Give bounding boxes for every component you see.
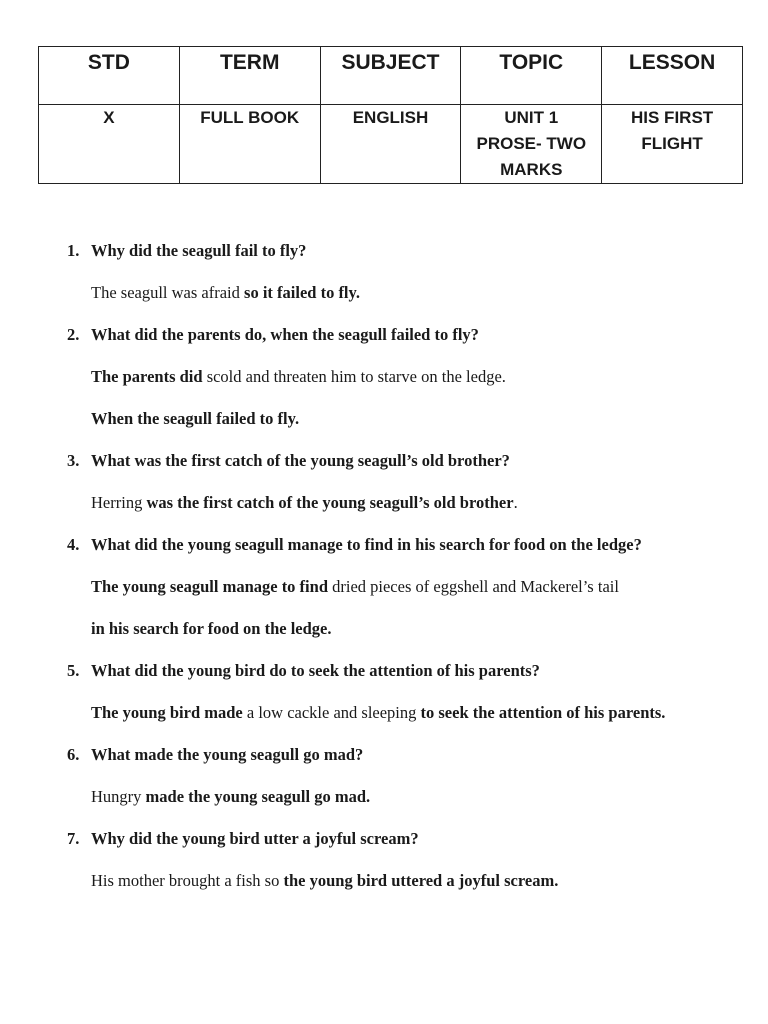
question-number: 7.	[67, 829, 80, 848]
question-row	[0, 236, 768, 278]
answer-text	[91, 572, 619, 602]
topic-value	[461, 105, 602, 184]
question-row	[0, 740, 768, 782]
answer-row	[0, 278, 768, 320]
answer-segment: to seek the attention of his parents.	[420, 703, 666, 722]
lesson-line: FLIGHT	[641, 134, 703, 153]
answer-row	[0, 866, 768, 908]
topic-line: MARKS	[500, 160, 563, 179]
term-value: FULL BOOK	[179, 105, 320, 184]
header-topic: TOPIC	[461, 47, 602, 105]
question-text: What did the young bird do to seek the attention of his parents?	[91, 661, 540, 680]
answer-row	[0, 362, 768, 404]
question-number: 1.	[67, 241, 80, 260]
answer-text	[91, 866, 558, 896]
header-std: STD	[39, 47, 180, 105]
question-text: What was the first catch of the young seagull’s old brother?	[91, 451, 510, 470]
header-term: TERM	[179, 47, 320, 105]
answer-segment: was the first catch of the young seagull’s old brother	[146, 493, 514, 512]
answer-segment: The young seagull manage to find	[91, 577, 333, 596]
answer-segment: When the seagull failed to fly.	[91, 409, 300, 428]
answer-segment: Herring	[91, 493, 147, 512]
header-lesson: LESSON	[602, 47, 743, 105]
question-row	[0, 530, 768, 572]
question-row	[0, 656, 768, 698]
answer-row	[0, 572, 768, 614]
lesson-line: HIS FIRST	[631, 108, 714, 127]
answer-segment: in his search for food on the ledge.	[91, 619, 332, 638]
question-number: 4.	[67, 535, 80, 554]
question-row	[0, 446, 768, 488]
question-text: Why did the seagull fail to fly?	[91, 241, 307, 260]
answer-row	[0, 488, 768, 530]
answer-row	[0, 698, 768, 740]
question-text: What did the parents do, when the seagull failed to fly?	[91, 325, 479, 344]
question-row	[0, 320, 768, 362]
answer-segment: scold and threaten him to starve on the ledge.	[206, 367, 506, 386]
answer-segment: The young bird made	[91, 703, 247, 722]
table-values-row	[39, 105, 743, 184]
question-number: 2.	[67, 325, 80, 344]
answer-row	[0, 404, 768, 446]
answer-segment: so it failed to fly.	[244, 283, 360, 302]
answer-text	[91, 698, 665, 728]
answer-segment: dried pieces of eggshell and Mackerel’s tail	[332, 577, 619, 596]
subject-value: ENGLISH	[320, 105, 461, 184]
question-number: 6.	[67, 745, 80, 764]
header-subject: SUBJECT	[320, 47, 461, 105]
question-number: 3.	[67, 451, 80, 470]
question-text: What did the young seagull manage to find in his search for food on the ledge?	[91, 535, 642, 554]
answer-segment: made the young seagull go mad.	[145, 787, 371, 806]
answer-segment: The parents did	[91, 367, 207, 386]
answer-text	[91, 488, 518, 518]
answer-row	[0, 614, 768, 656]
question-answer-list	[0, 236, 768, 908]
answer-segment: Hungry	[91, 787, 146, 806]
answer-row	[0, 782, 768, 824]
answer-text	[91, 614, 331, 644]
topic-line: PROSE- TWO	[476, 134, 587, 153]
lesson-value	[602, 105, 743, 184]
info-table	[38, 46, 743, 184]
answer-segment: The seagull was afraid	[91, 283, 245, 302]
answer-segment: a low cackle and sleeping	[246, 703, 421, 722]
answer-segment: His mother brought a fish so	[91, 871, 284, 890]
topic-line: UNIT 1	[504, 108, 559, 127]
table-header-row	[39, 47, 743, 105]
answer-text	[91, 362, 506, 392]
answer-segment: .	[513, 493, 518, 512]
answer-text	[91, 404, 299, 434]
question-text: What made the young seagull go mad?	[91, 745, 364, 764]
question-row	[0, 824, 768, 866]
answer-segment: the young bird uttered a joyful scream.	[283, 871, 559, 890]
question-number: 5.	[67, 661, 80, 680]
answer-text	[91, 782, 370, 812]
answer-text	[91, 278, 360, 308]
question-text: Why did the young bird utter a joyful scream?	[91, 829, 419, 848]
std-value: X	[39, 105, 180, 184]
